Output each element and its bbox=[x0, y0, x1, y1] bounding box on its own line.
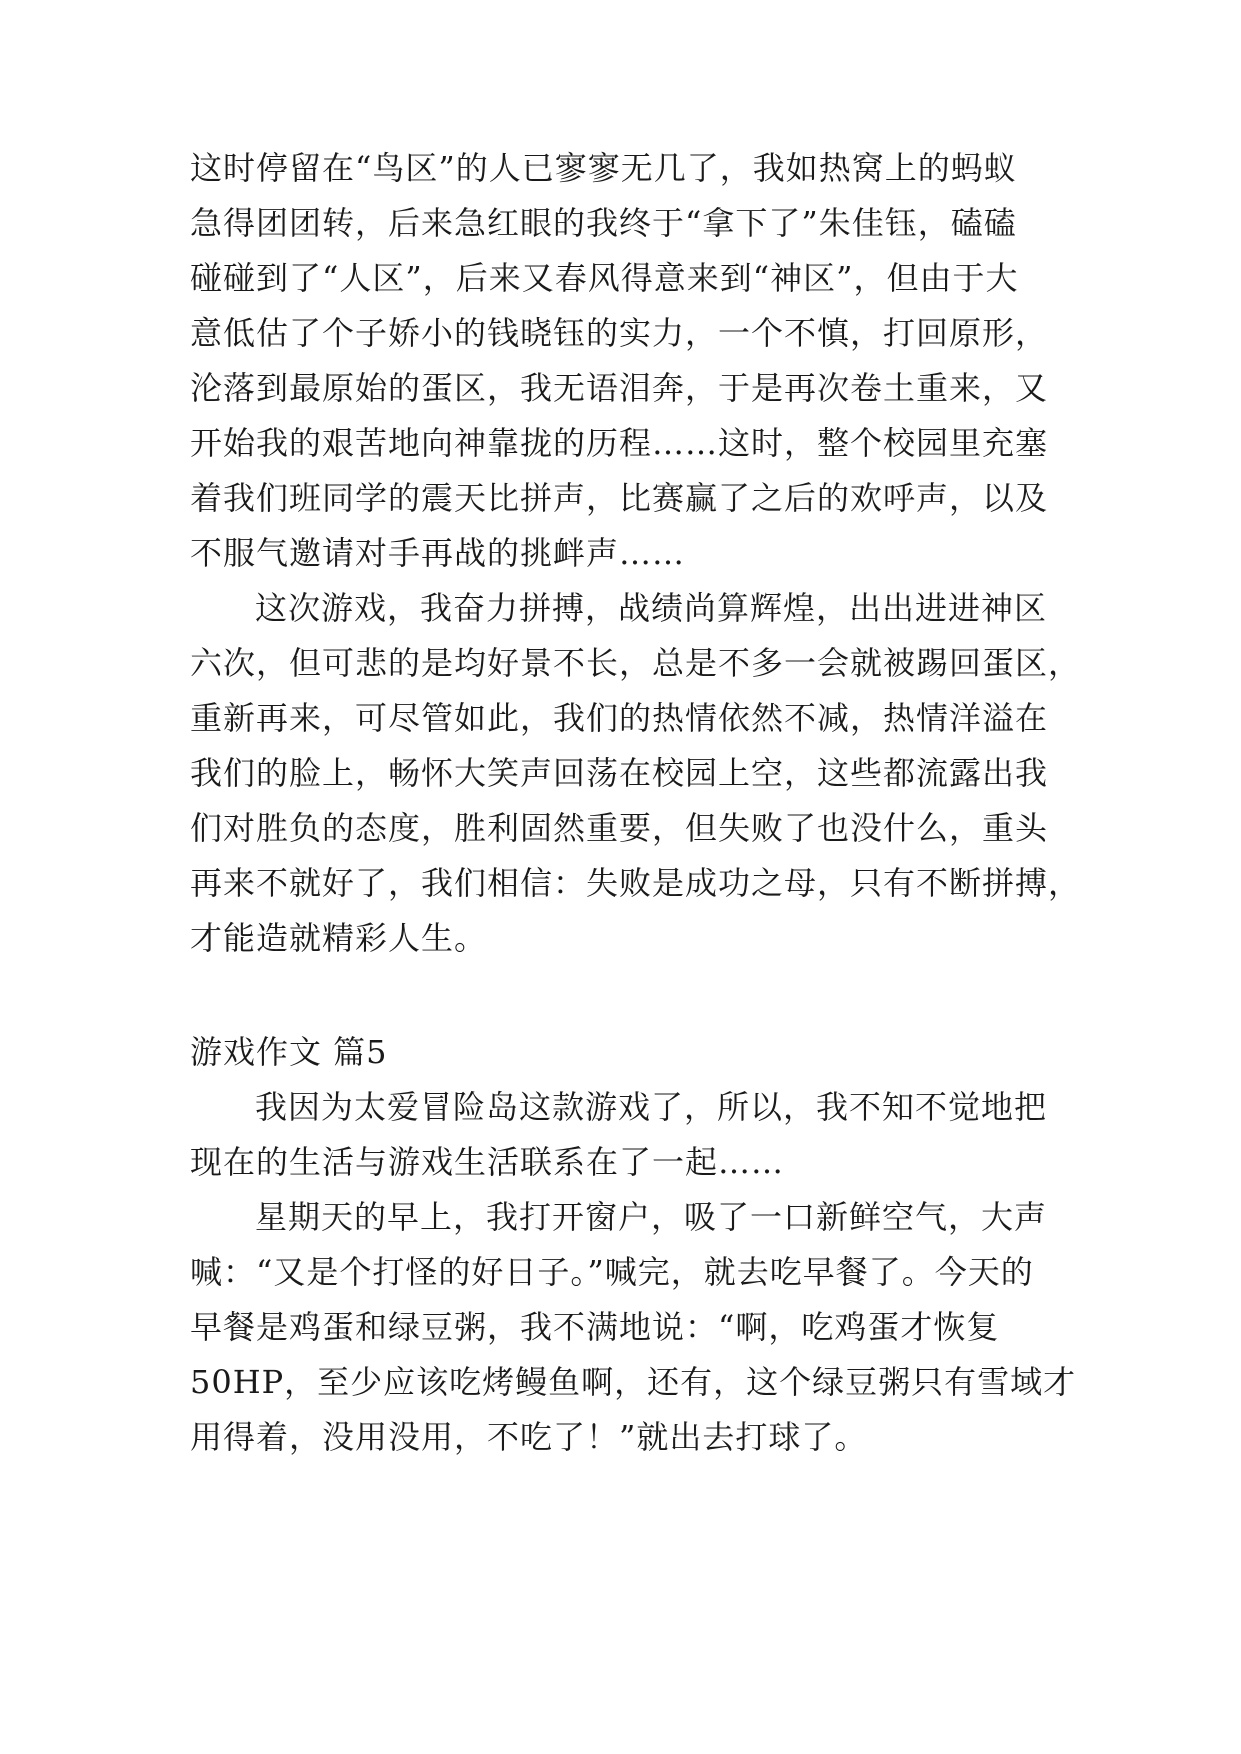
text-line: 我因为太爱冒险岛这款游戏了，所以，我不知不觉地把 bbox=[255, 1088, 1048, 1126]
text-line: 早餐是鸡蛋和绿豆粥，我不满地说：“啊，吃鸡蛋才恢复 bbox=[190, 1308, 1000, 1346]
text-line: 喊：“又是个打怪的好日子。”喊完，就去吃早餐了。今天的 bbox=[190, 1253, 1034, 1291]
text-line: 这时停留在“鸟区”的人已寥寥无几了，我如热窝上的蚂蚁 bbox=[190, 149, 1017, 187]
text-line: 星期天的早上，我打开窗户，吸了一口新鲜空气，大声 bbox=[255, 1198, 1048, 1236]
text-line: 这次游戏，我奋力拼搏，战绩尚算辉煌，出出进进神区 bbox=[255, 589, 1048, 627]
text-line: 不服气邀请对手再战的挑衅声…… bbox=[190, 534, 686, 572]
text-line: 着我们班同学的震天比拼声，比赛赢了之后的欢呼声，以及 bbox=[190, 479, 1049, 517]
text-line: 六次，但可悲的是均好景不长，总是不多一会就被踢回蛋区， bbox=[190, 644, 1082, 682]
text-line: 用得着，没用没用，不吃了！”就出去打球了。 bbox=[190, 1418, 868, 1456]
text-line: 意低估了个子娇小的钱晓钰的实力，一个不慎，打回原形， bbox=[190, 314, 1049, 352]
text-line: 我们的脸上，畅怀大笑声回荡在校园上空，这些都流露出我 bbox=[190, 754, 1049, 792]
text-line: 重新再来，可尽管如此，我们的热情依然不减，热情洋溢在 bbox=[190, 699, 1049, 737]
text-line: 沦落到最原始的蛋区，我无语泪奔，于是再次卷土重来，又 bbox=[190, 369, 1049, 407]
text-line: 现在的生活与游戏生活联系在了一起…… bbox=[190, 1143, 785, 1181]
section-heading: 游戏作文 篇5 bbox=[190, 1033, 388, 1071]
text-line: 们对胜负的态度，胜利固然重要，但失败了也没什么，重头 bbox=[190, 809, 1049, 847]
text-line: 再来不就好了，我们相信：失败是成功之母，只有不断拼搏， bbox=[190, 864, 1082, 902]
text-line: 50HP，至少应该吃烤鳗鱼啊，还有，这个绿豆粥只有雪域才 bbox=[190, 1363, 1077, 1401]
text-line: 急得团团转，后来急红眼的我终于“拿下了”朱佳钰，磕磕 bbox=[190, 204, 1017, 242]
text-line: 开始我的艰苦地向神靠拢的历程……这时，整个校园里充塞 bbox=[190, 424, 1049, 462]
text-line: 才能造就精彩人生。 bbox=[190, 919, 488, 957]
text-line: 碰碰到了“人区”，后来又春风得意来到“神区”，但由于大 bbox=[190, 259, 1019, 297]
